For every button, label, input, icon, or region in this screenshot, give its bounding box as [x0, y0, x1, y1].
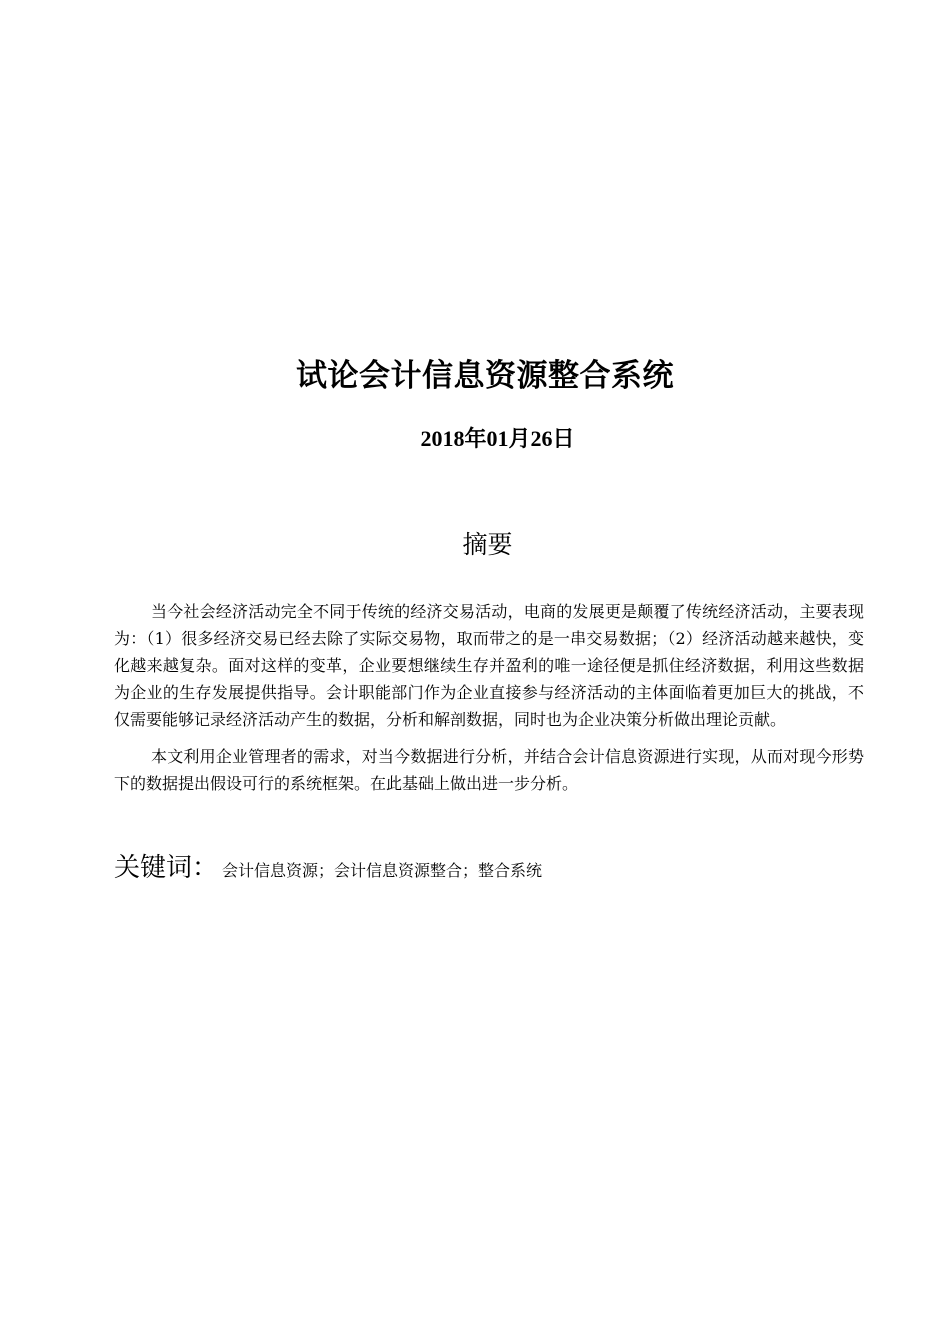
- keywords-label: 关键词：: [114, 853, 219, 883]
- document-date: 2018年01月26日: [420, 426, 575, 451]
- keywords-line: [114, 848, 854, 891]
- abstract-body: [114, 598, 864, 807]
- abstract-paragraph: 当今社会经济活动完全不同于传统的经济交易活动，电商的发展更是颠覆了传统经济活动，主要表现为：（1）很多经济交易已经去除了实际交易物，取而带之的是一串交易数据；（2）经济活动越来越快，变化越来越复杂。面对这样的变革，企业要想继续生存并盈利的唯一途径便是抓住经济数据，利用这些数据为企业的生存发展提供指导。会计职能部门作为企业直接参与经济活动的主体面临着更加巨大的挑战，不仅需要能够记录经济活动产生的数据，分析和解剖数据，同时也为企业决策分析做出理论贡献。: [114, 602, 864, 729]
- abstract-heading: 摘要: [462, 530, 513, 559]
- keywords-text: 会计信息资源；会计信息资源整合；整合系统: [222, 861, 543, 880]
- document-title: 试论会计信息资源整合系统: [296, 358, 674, 394]
- abstract-paragraph: 本文利用企业管理者的需求，对当今数据进行分析，并结合会计信息资源进行实现，从而对现今形势下的数据提出假设可行的系统框架。在此基础上做出进一步分析。: [114, 747, 864, 793]
